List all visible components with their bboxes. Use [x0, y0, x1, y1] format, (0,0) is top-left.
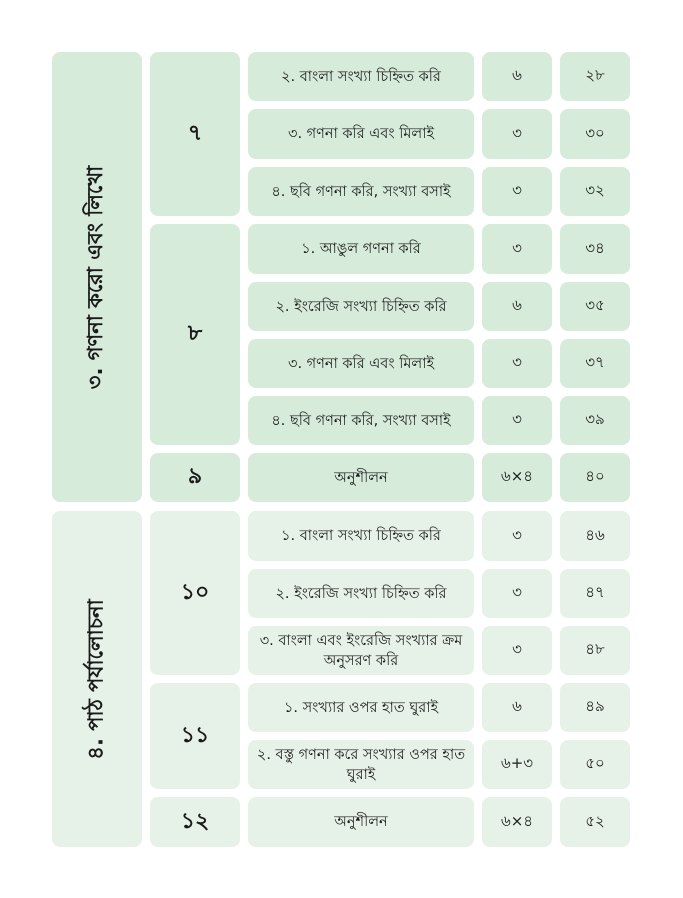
- lesson-cell: ৩. বাংলা এবং ইংরেজি সংখ্যার ক্রম অনুসরণ করি: [248, 626, 474, 675]
- page-cell: ৪৮: [560, 626, 630, 675]
- lesson-cell: ১. আঙুল গণনা করি: [248, 224, 474, 274]
- page-cell: ৫০: [560, 740, 630, 789]
- page-cell: ৩২: [560, 167, 630, 216]
- day-cell: ৭: [150, 52, 240, 216]
- unit-cell: [52, 511, 142, 847]
- count-cell: ৩: [482, 626, 552, 675]
- lesson-cell: ২. ইংরেজি সংখ্যা চিহ্নিত করি: [248, 569, 474, 618]
- page-cell: ৩৭: [560, 339, 630, 388]
- unit-title: ৩. গণনা করো এবং লিখো: [83, 165, 108, 389]
- lesson-cell: অনুশীলন: [248, 797, 474, 847]
- page-cell: ৪৬: [560, 511, 630, 561]
- count-cell: ৬: [482, 683, 552, 732]
- day-cell: ৮: [150, 224, 240, 445]
- page-cell: ৪৭: [560, 569, 630, 618]
- lesson-cell: ২. বাংলা সংখ্যা চিহ্নিত করি: [248, 52, 474, 101]
- page-cell: ২৮: [560, 52, 630, 101]
- lesson-cell: ১. বাংলা সংখ্যা চিহ্নিত করি: [248, 511, 474, 561]
- count-cell: ৩: [482, 339, 552, 388]
- count-cell: ৩: [482, 224, 552, 274]
- lesson-cell: ২. বস্তু গণনা করে সংখ্যার ওপর হাত ঘুরাই: [248, 740, 474, 789]
- page-cell: ৩৫: [560, 282, 630, 331]
- count-cell: ৬+৩: [482, 740, 552, 789]
- lesson-cell: ২. ইংরেজি সংখ্যা চিহ্নিত করি: [248, 282, 474, 331]
- day-cell: ১১: [150, 683, 240, 789]
- page-cell: ৫২: [560, 797, 630, 847]
- lesson-cell: ১. সংখ্যার ওপর হাত ঘুরাই: [248, 683, 474, 732]
- day-cell: ১২: [150, 797, 240, 847]
- lesson-cell: অনুশীলন: [248, 453, 474, 502]
- lesson-cell: ৩. গণনা করি এবং মিলাই: [248, 109, 474, 159]
- count-cell: ৩: [482, 109, 552, 159]
- day-cell: ১০: [150, 511, 240, 675]
- count-cell: ৩: [482, 167, 552, 216]
- count-cell: ৩: [482, 511, 552, 561]
- count-cell: ৩: [482, 569, 552, 618]
- lesson-cell: ৩. গণনা করি এবং মিলাই: [248, 339, 474, 388]
- day-cell: ৯: [150, 453, 240, 502]
- unit-cell: [52, 52, 142, 502]
- count-cell: ৩: [482, 396, 552, 445]
- count-cell: ৬: [482, 282, 552, 331]
- unit-title: ৪. পাঠ পর্যালোচনা: [83, 598, 108, 760]
- count-cell: ৬: [482, 52, 552, 101]
- page-cell: ৪০: [560, 453, 630, 502]
- page-cell: ৩৪: [560, 224, 630, 274]
- page-cell: ৩০: [560, 109, 630, 159]
- lesson-cell: ৪. ছবি গণনা করি, সংখ্যা বসাই: [248, 396, 474, 445]
- page-cell: ৩৯: [560, 396, 630, 445]
- count-cell: ৬×৪: [482, 453, 552, 502]
- count-cell: ৬×৪: [482, 797, 552, 847]
- page-cell: ৪৯: [560, 683, 630, 732]
- lesson-cell: ৪. ছবি গণনা করি, সংখ্যা বসাই: [248, 167, 474, 216]
